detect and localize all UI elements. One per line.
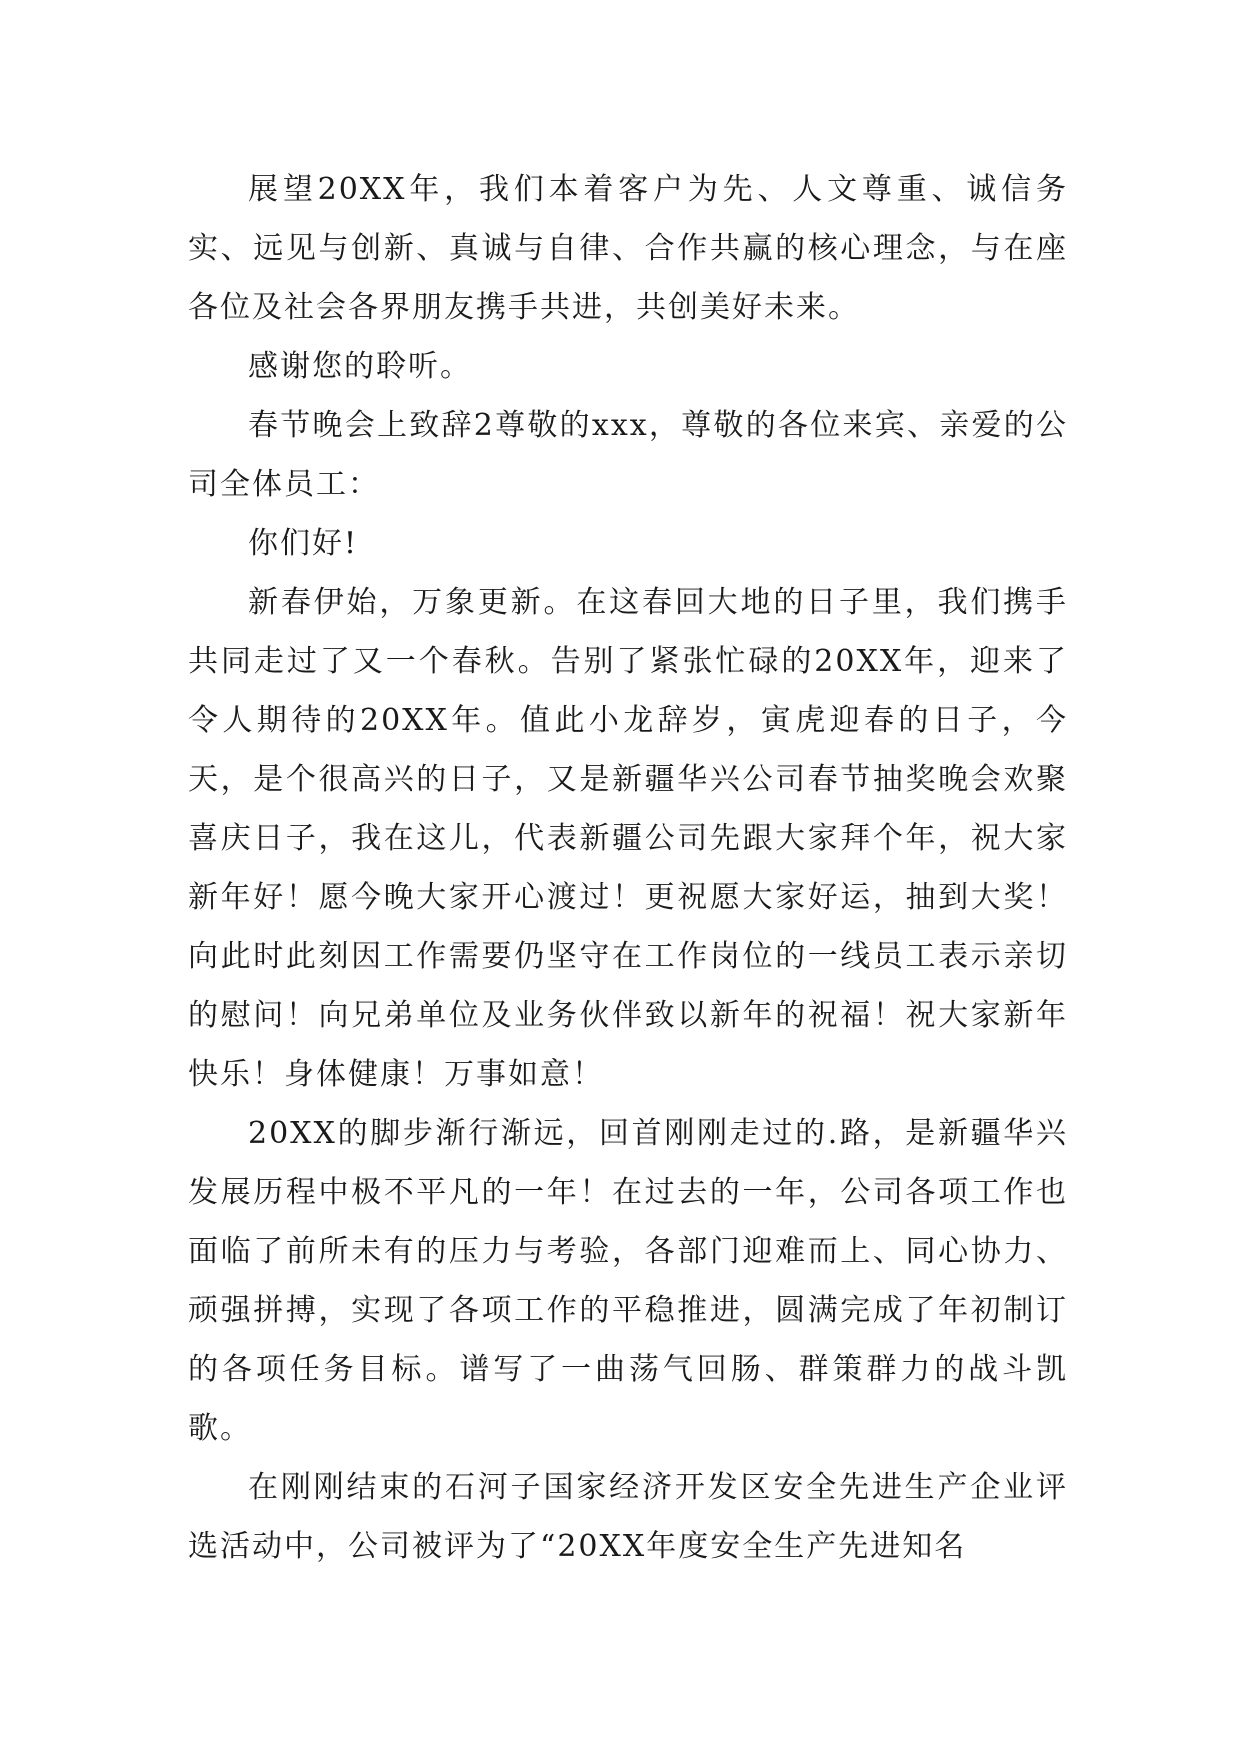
paragraph-outlook: 展望20XX年，我们本着客户为先、人文尊重、诚信务实、远见与创新、真诚与自律、合作共赢的核心理念，与在座各位及社会各界朋友携手共进，共创美好未来。: [188, 172, 1068, 325]
paragraph-thanks: 感谢您的聆听。: [248, 349, 472, 384]
paragraph-award: 在刚刚结束的石河子国家经济开发区安全先进生产企业评选活动中，公司被评为了“20XX年度安全生产先进知名: [188, 1470, 1068, 1564]
paragraph-greeting: 你们好!: [248, 526, 359, 561]
paragraph-review: 20XX的脚步渐行渐远，回首刚刚走过的.路，是新疆华兴发展历程中极不平凡的一年！在过去的一年，公司各项工作也面临了前所未有的压力与考验，各部门迎难而上、同心协力、顽强拼搏，实现了各项工作的平稳推进，圆满完成了年初制订的各项任务目标。谱写了一曲荡气回肠、群策群力的战斗凯歌。: [188, 1116, 1068, 1446]
document-body: [188, 160, 1068, 1576]
paragraph-speech-heading: 春节晚会上致辞2尊敬的xxx，尊敬的各位来宾、亲爱的公司全体员工：: [188, 408, 1068, 502]
paragraph-new-year: 新春伊始，万象更新。在这春回大地的日子里，我们携手共同走过了又一个春秋。告别了紧张忙碌的20XX年，迎来了令人期待的20XX年。值此小龙辞岁，寅虎迎春的日子，今天，是个很高兴的日子，又是新疆华兴公司春节抽奖晚会欢聚喜庆日子，我在这儿，代表新疆公司先跟大家拜个年，祝大家新年好！愿今晚大家开心渡过！更祝愿大家好运，抽到大奖！向此时此刻因工作需要仍坚守在工作岗位的一线员工表示亲切的慰问！向兄弟单位及业务伙伴致以新年的祝福！祝大家新年快乐！身体健康！万事如意！: [188, 585, 1068, 1092]
